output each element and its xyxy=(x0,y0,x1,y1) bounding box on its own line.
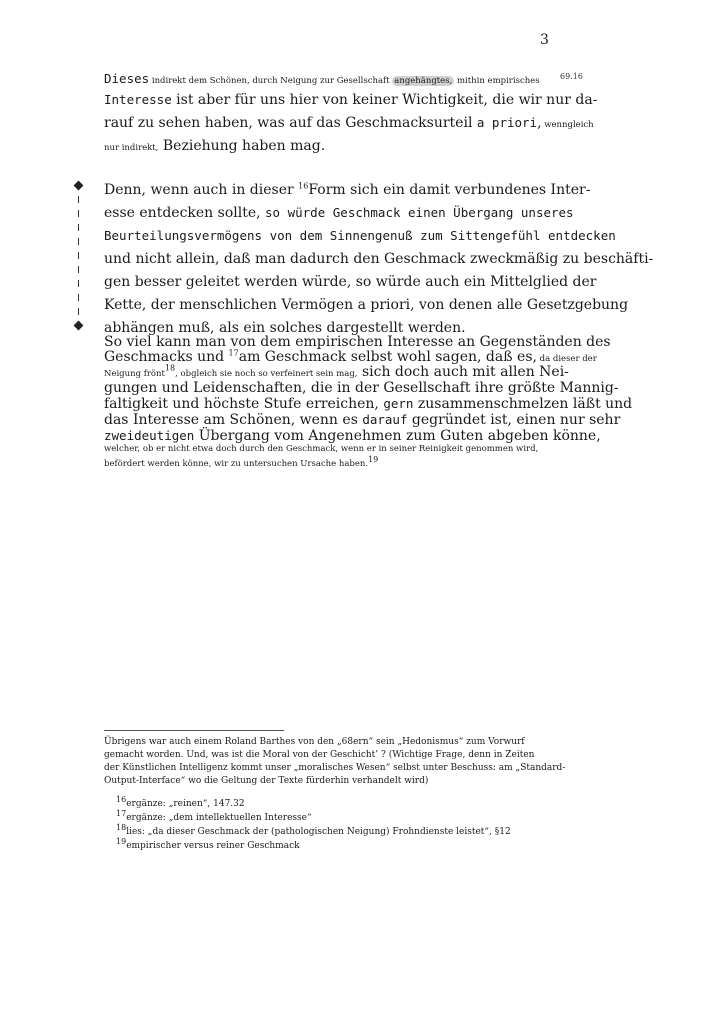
emphasis-phrase: so würde Geschmack einen Übergang unseres xyxy=(265,205,574,220)
footnote-number: 17 xyxy=(116,809,127,818)
p3-line-7 xyxy=(104,428,601,444)
footnote-main-line-1: Übrigens war auch einem Roland Barthes von den „68ern“ sein „Hedonismus“ zum Vorwurf xyxy=(104,737,525,747)
text: faltigkeit und höchste Stufe erreichen, xyxy=(104,396,384,412)
p1-line-1 xyxy=(104,68,540,87)
footnote-rule xyxy=(104,730,284,731)
footnote-text: ergänze: „dem intellektuellen Interesse“ xyxy=(126,813,312,823)
text: , xyxy=(537,115,542,131)
p3-line-8: welcher, ob er nicht etwa doch durch den Geschmack, wenn er in seiner Reinigkeit genommen wird, xyxy=(104,444,539,454)
p3-line-3 xyxy=(104,364,569,380)
small-text: da dieser der xyxy=(536,354,597,364)
text: esse entdecken sollte, xyxy=(104,205,266,221)
emphasis-word: gern xyxy=(383,396,414,411)
text: Form sich ein damit verbundenes Inter- xyxy=(308,182,591,198)
text: am Geschmack selbst wohl sagen, daß es, xyxy=(238,349,537,365)
small-text: befördert werden könne, wir zu untersuchen Ursache haben. xyxy=(104,459,369,469)
p2-line-5: gen besser geleitet werden würde, so würde auch ein Mittelglied der xyxy=(104,274,597,290)
p2-line-2 xyxy=(104,205,574,221)
footnote-main-line-2: gemacht worden. Und, was ist die Moral von der Geschicht’ ? (Wichtige Frage, denn in Zeiten xyxy=(104,750,535,760)
p2-line-3 xyxy=(104,228,616,244)
footnote-text: empirischer versus reiner Geschmack xyxy=(126,841,300,851)
p2-line-7: abhängen muß, als ein solches dargestellt werden. xyxy=(104,320,466,336)
p3-line-9 xyxy=(104,455,379,469)
footnote-ref: 19 xyxy=(368,455,379,465)
p2-line-4: und nicht allein, daß man dadurch den Geschmack zweckmäßig zu beschäfti- xyxy=(104,251,654,267)
text: Beziehung haben mag. xyxy=(158,138,326,154)
margin-note: 69.16 xyxy=(560,72,583,81)
p3-line-4: gungen und Leidenschaften, die in der Gesellschaft ihre größte Mannig- xyxy=(104,380,619,396)
small-text: wenngleich xyxy=(541,120,594,130)
footnote-main-line-3: der Künstlichen Intelligenz kommt unser „moralisches Wesen“ selbst unter Beschuss: am „Standard- xyxy=(104,763,566,773)
text: Übergang vom Angenehmen zum Guten abgeben könne, xyxy=(194,428,601,444)
footnote-number: 19 xyxy=(116,837,127,846)
text: ist aber für uns hier von keiner Wichtigkeit, die wir nur da- xyxy=(171,92,598,108)
p1-line-4 xyxy=(104,138,325,154)
page-number: 3 xyxy=(540,32,549,48)
emphasis-word: zweideutigen xyxy=(104,428,195,443)
text: sich doch auch mit allen Nei- xyxy=(357,364,569,380)
footnote-number: 16 xyxy=(116,795,127,804)
footnote-18 xyxy=(116,823,511,837)
p3-line-2 xyxy=(104,349,597,365)
small-text: Neigung frönt xyxy=(104,369,165,379)
text: gegründet ist, einen nur sehr xyxy=(407,412,621,428)
emphasis-word: a priori xyxy=(476,115,538,130)
small-text: indirekt dem Schönen, durch Neigung zur Gesellschaft xyxy=(149,76,393,86)
text: Denn, wenn auch in dieser xyxy=(104,182,299,198)
footnote-19 xyxy=(116,837,300,851)
p2-line-6: Kette, der menschlichen Vermögen a priori, von denen alle Gesetzgebung xyxy=(104,297,629,313)
footnote-16 xyxy=(116,795,245,809)
emphasis-word: Interesse xyxy=(104,92,172,107)
footnote-number: 18 xyxy=(116,823,127,832)
emphasis-word: Dieses xyxy=(104,71,150,86)
p1-line-3 xyxy=(104,115,594,131)
footnote-17 xyxy=(116,809,312,823)
p1-line-2 xyxy=(104,92,597,108)
footnote-ref: 18 xyxy=(164,363,176,373)
p3-line-5 xyxy=(104,396,632,412)
footnote-ref: 17 xyxy=(228,348,239,358)
small-text: , obgleich sie noch so verfeinert sein mag, xyxy=(175,369,358,379)
footnote-ref: 16 xyxy=(298,181,309,191)
small-text: mithin empirisches xyxy=(454,76,540,86)
footnote-main-line-4: Output-Interface“ wo die Geltung der Texte fürderhin verhandelt wird) xyxy=(104,776,429,786)
text: rauf zu sehen haben, was auf das Geschmacksurteil xyxy=(104,115,477,131)
p3-line-1: So viel kann man von dem empirischen Interesse an Gegenständen des xyxy=(104,334,611,350)
text: das Interesse am Schönen, wenn es xyxy=(104,412,363,428)
margin-bracket-marker xyxy=(74,180,84,330)
footnote-text: lies: „da dieser Geschmack der (pathologischen Neigung) Frohndienste leistet“, §12 xyxy=(126,827,511,837)
p3-line-6 xyxy=(104,412,620,428)
emphasis-phrase: Beurteilungsvermögens von dem Sinnengenuß zum Sittengefühl entdecken xyxy=(104,228,616,243)
text: Geschmacks und xyxy=(104,349,229,365)
small-text: nur indirekt, xyxy=(104,143,159,153)
p2-line-1 xyxy=(104,182,590,198)
highlighted-word: angehängtes, xyxy=(394,76,453,86)
footnote-text: ergänze: „reinen“, 147.32 xyxy=(126,799,245,809)
text: zusammenschmelzen läßt und xyxy=(413,396,633,412)
emphasis-word: darauf xyxy=(362,412,408,427)
